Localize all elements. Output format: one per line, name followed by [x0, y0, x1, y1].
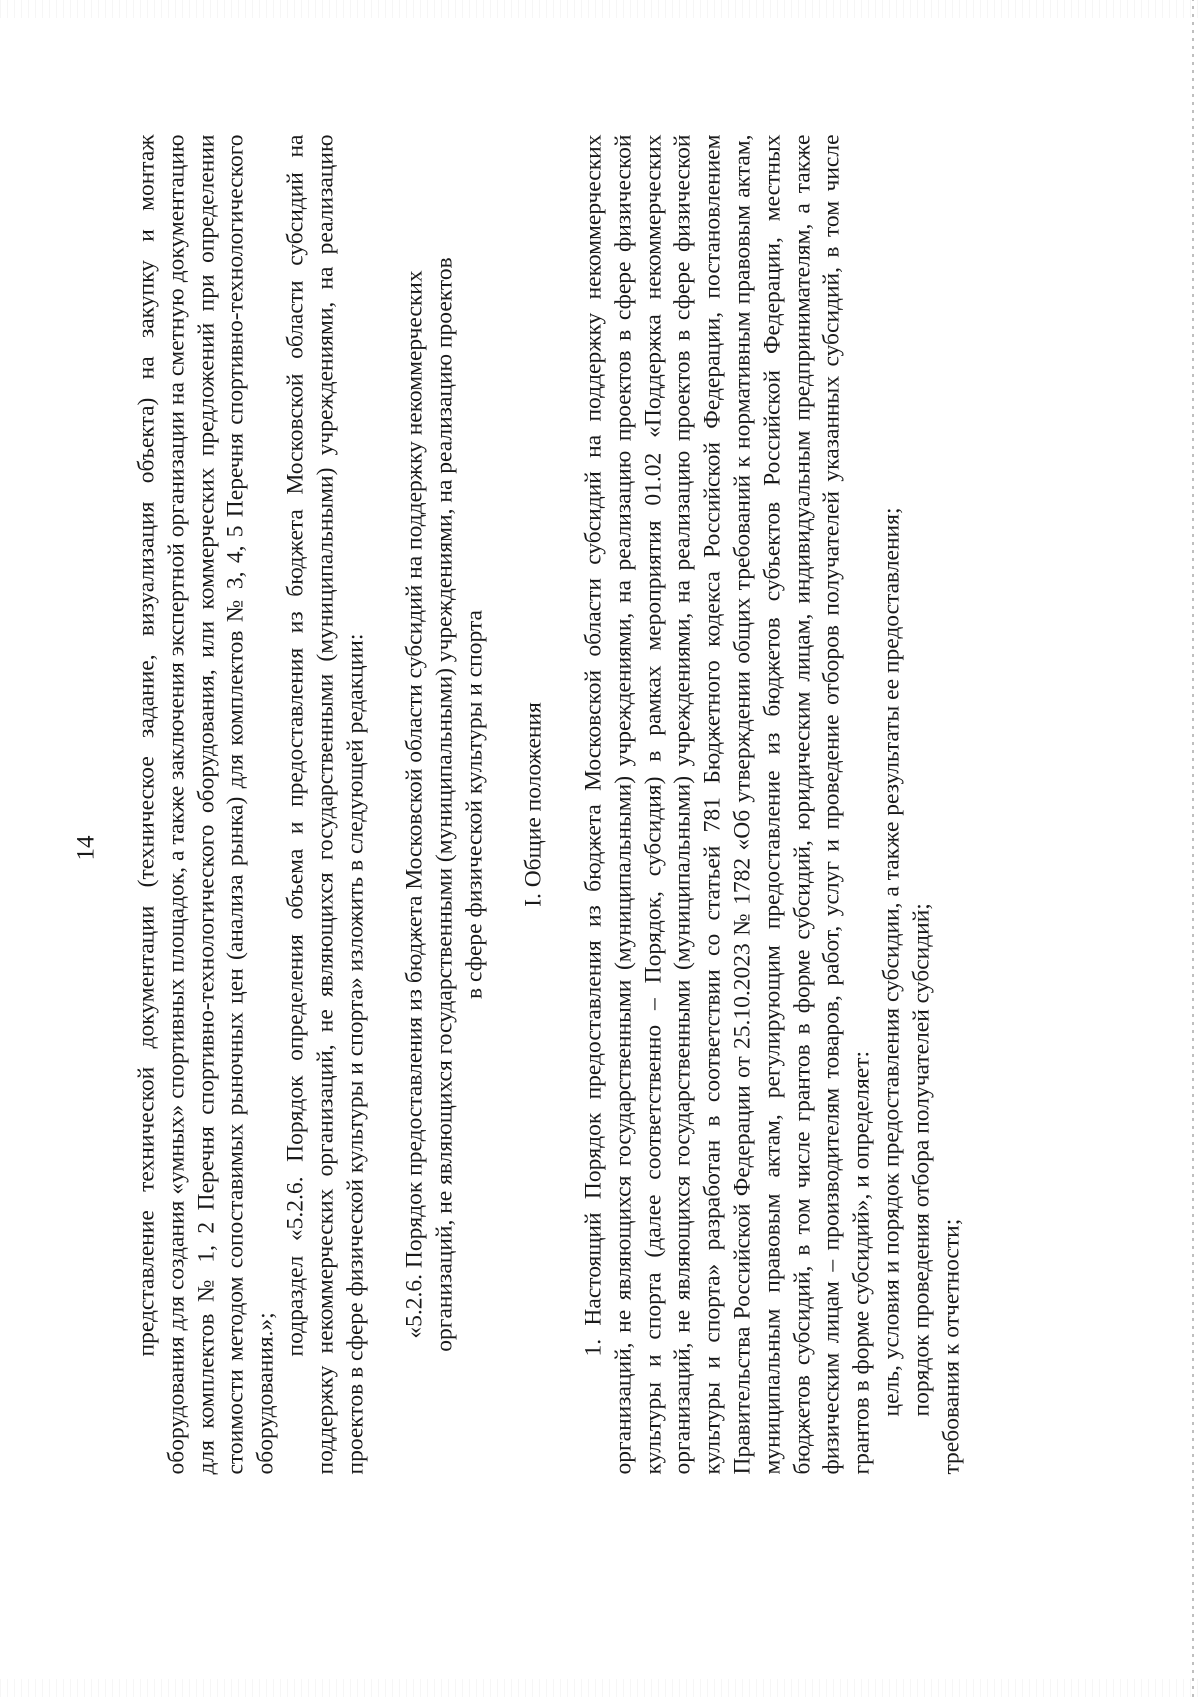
list-item: требования к отчетности;: [938, 1218, 965, 1475]
quoted-title-line: «5.2.6. Порядок предоставления из бюджета Московской области субсидий на поддержку некоммерческих: [401, 270, 428, 1339]
subsection-paragraph: подраздел «5.2.6. Порядок определения объема и предоставления из бюджета Московской области субсидий на поддержку некоммерческих организаций, не являющихся государственными (муниципальными) учреждениями, на реализацию проектов в сфере физической культуры и спорта» изложить в следующей редакции:: [282, 134, 369, 1475]
quoted-title-line: организаций, не являющихся государственными (муниципальными) учреждениями, на реализацию проектов: [431, 257, 458, 1352]
list-item: порядок проведения отбора получателей субсидий;: [908, 903, 935, 1417]
rotated-page: [1, 0, 1200, 1697]
list-item: цель, условия и порядок предоставления субсидии, а также результаты ее предоставления;: [878, 507, 905, 1417]
quoted-order-title: [401, 135, 490, 1475]
section-heading: I. Общие положения: [520, 702, 547, 907]
paragraph-1: 1. Настоящий Порядок предоставления из бюджета Московской области субсидий на поддержку некоммерческих организаций, не являющихся государственными (муниципальными) учреждениями, на реализацию проектов в сфере физической культуры и спорта (далее соответственно – Порядок, субсидия) в рамках мероприятия 01.02 «Поддержка некоммерческих организаций, не являющихся государственными (муниципальными) учреждениями, на реализацию проектов в сфере физической культуры и спорта» разработан в соответствии со статьей 781 Бюджетного кодекса Российской Федерации, постановлением Правительства Российской Федерации от 25.10.2023 № 1782 «Об утверждении общих требований к нормативным правовым актам, муниципальным правовым актам, регулирующим предоставление из бюджетов субъектов Российской Федерации, местных бюджетов субсидий, в том числе грантов в форме субсидий, юридическим лицам, индивидуальным предпринимателям, а также физическим лицам – производителям товаров, работ, услуг и проведение отборов получателей указанных субсидий, в том числе грантов в форме субсидий», и определяет:: [580, 134, 875, 1475]
intro-paragraph: представление технической документации (техническое задание, визуализация объекта) на закупку и монтаж оборудования для создания «умных» спортивных площадок, а также заключения экспертной организации на сметную документацию для комплектов № 1, 2 Перечня спортивно-технологического оборудования, или коммерческих предложений при определении стоимости методом сопоставимых рыночных цен (анализа рынка) для комплектов № 3, 4, 5 Перечня спортивно-технологического оборудования.»;: [133, 134, 279, 1475]
page-number: 14: [72, 835, 100, 861]
document-body: [133, 135, 967, 1475]
spacer: [550, 135, 580, 1475]
spacer: [371, 135, 401, 1475]
quoted-title-line: в сфере физической культуры и спорта: [461, 610, 488, 999]
spacer: [490, 135, 520, 1475]
